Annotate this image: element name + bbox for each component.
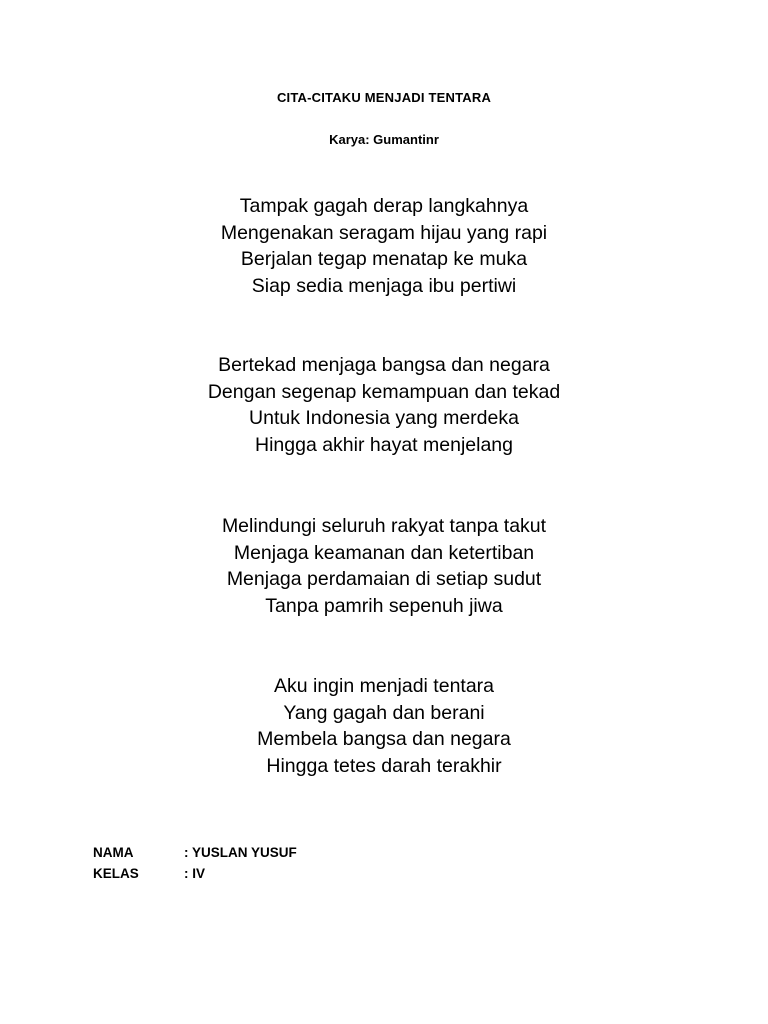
- poem-line: Mengenakan seragam hijau yang rapi: [220, 221, 548, 244]
- poem-author: Karya: Gumantinr: [329, 132, 439, 147]
- poem-line: Tampak gagah derap langkahnya: [239, 195, 529, 217]
- name-label: NAMA: [93, 845, 134, 860]
- poem-line: Dengan segenap kemampuan dan tekad: [207, 380, 561, 403]
- class-value: : IV: [184, 866, 206, 881]
- poem-line: Menjaga perdamaian di setiap sudut: [226, 568, 542, 590]
- stanza-2: [0, 352, 768, 458]
- poem-line: Bertekad menjaga bangsa dan negara: [218, 354, 550, 376]
- poem-line: Untuk Indonesia yang merdeka: [249, 407, 519, 429]
- class-label: KELAS: [93, 866, 139, 881]
- poem-title: CITA-CITAKU MENJADI TENTARA: [276, 90, 492, 105]
- poem-line: Hingga tetes darah terakhir: [266, 754, 502, 777]
- poem-line: Membela bangsa dan negara: [257, 728, 511, 750]
- stanza-4: [0, 673, 768, 779]
- poem-line: Melindungi seluruh rakyat tanpa takut: [221, 515, 547, 537]
- poem-line: Aku ingin menjadi tentara: [273, 675, 495, 697]
- identity-name-row: [93, 842, 297, 863]
- poem-line: Hingga akhir hayat menjelang: [255, 433, 513, 456]
- poem-line: Menjaga keamanan dan ketertiban: [233, 541, 535, 564]
- stanza-3: [0, 513, 768, 619]
- poem-line: Siap sedia menjaga ibu pertiwi: [251, 274, 517, 297]
- poem-line: Berjalan tegap menatap ke muka: [240, 248, 528, 270]
- identity-class-row: [93, 863, 205, 884]
- poem-line: Yang gagah dan berani: [283, 701, 485, 724]
- poem-line: Tanpa pamrih sepenuh jiwa: [265, 594, 503, 617]
- stanza-1: [0, 193, 768, 299]
- name-value: : YUSLAN YUSUF: [184, 845, 297, 860]
